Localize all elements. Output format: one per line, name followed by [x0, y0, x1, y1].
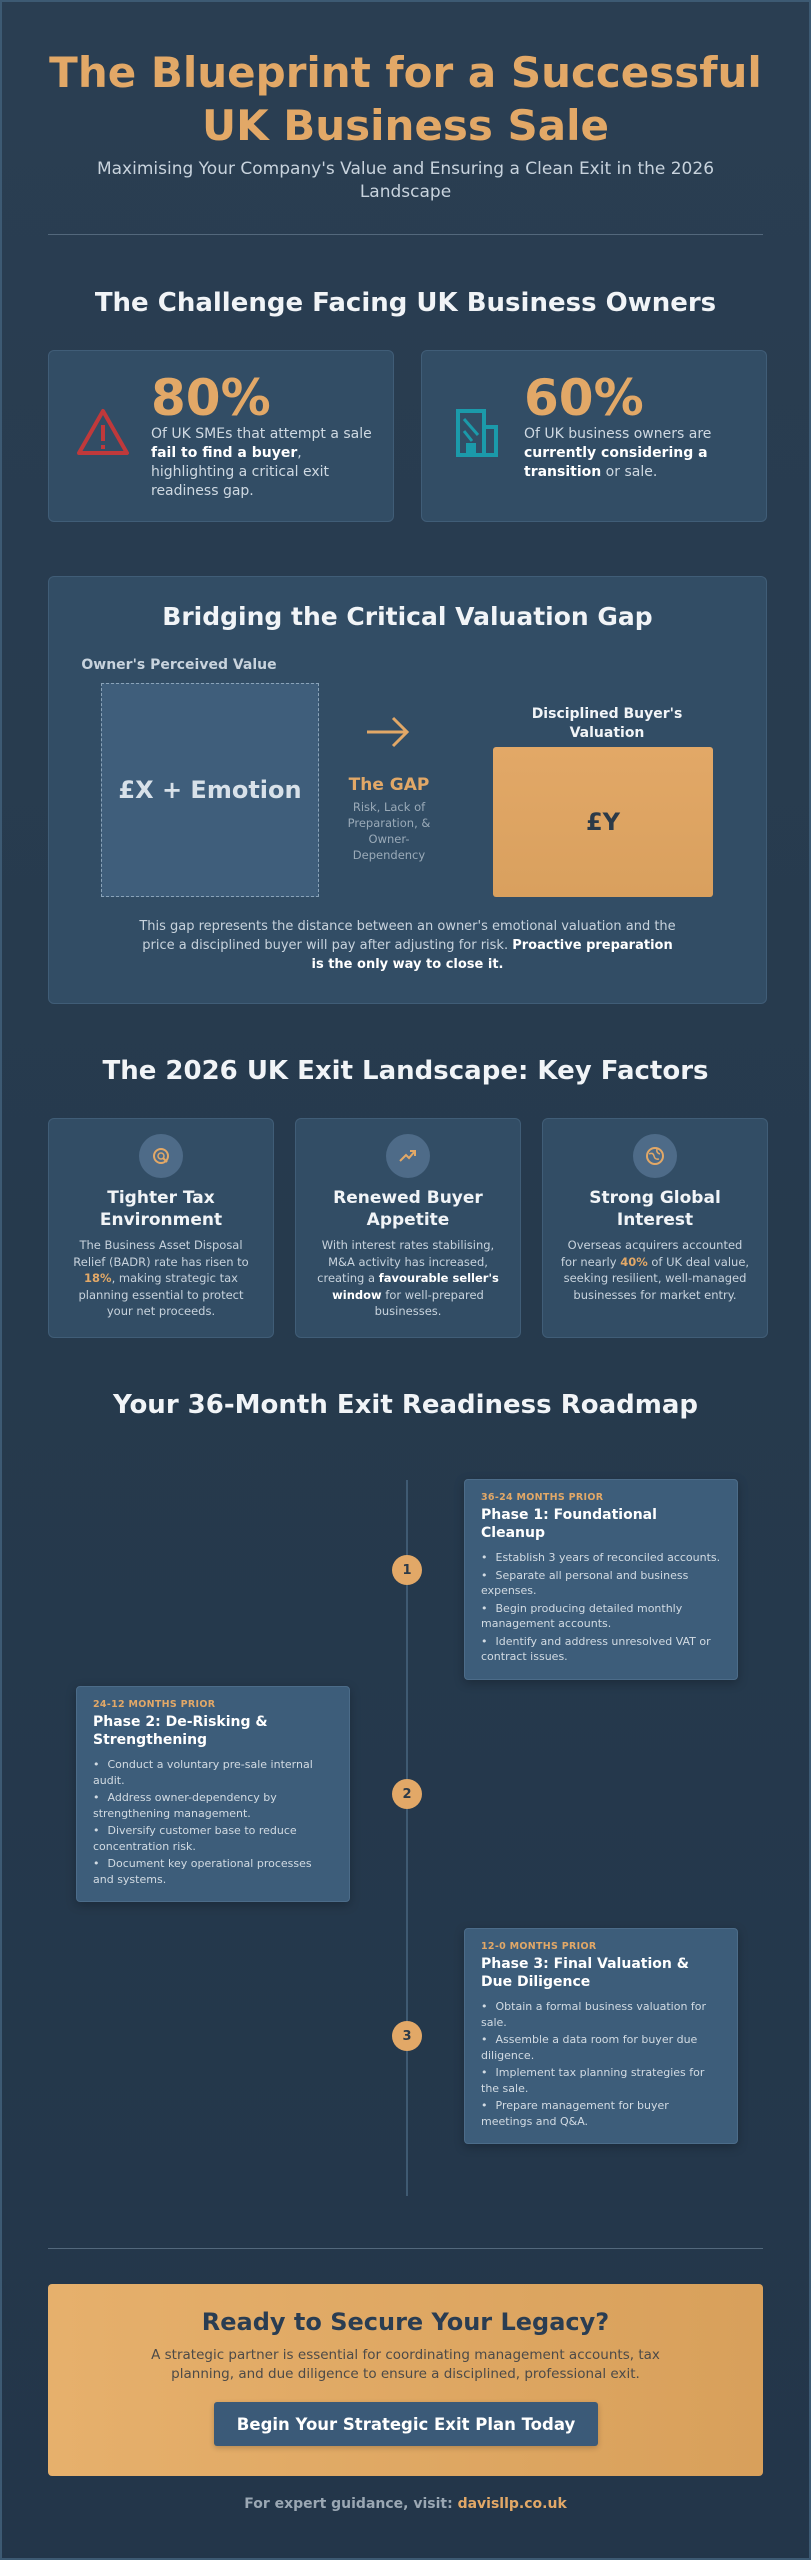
roadmap-title: Your 36-Month Exit Readiness Roadmap	[113, 1390, 698, 1420]
cta-banner	[48, 2284, 763, 2476]
stat-value: 80%	[151, 369, 271, 427]
footer: For expert guidance, visit: davisllp.co.uk	[244, 2496, 567, 2512]
owner-value-box: £X + Emotion	[101, 683, 319, 897]
factor-card-buyer	[295, 1118, 521, 1338]
phase-task: • Prepare management for buyer meetings and Q&A.	[481, 2098, 721, 2129]
divider	[48, 234, 763, 235]
gap-title: Bridging the Critical Valuation Gap	[162, 602, 653, 631]
landscape-title: The 2026 UK Exit Landscape: Key Factors	[102, 1056, 709, 1086]
phase-task: • Begin producing detailed monthly management accounts.	[481, 1601, 721, 1632]
divider	[48, 2248, 763, 2249]
warning-triangle-icon	[73, 403, 133, 463]
phase-timeframe: 12-0 MONTHS PRIOR	[481, 1941, 597, 1952]
phase-task: • Obtain a formal business valuation for sale.	[481, 1999, 721, 2030]
factor-title: Renewed Buyer Appetite	[333, 1188, 483, 1230]
factor-card-global	[542, 1118, 768, 1338]
phase-task: • Implement tax planning strategies for the sale.	[481, 2065, 721, 2096]
phase-task: • Establish 3 years of reconciled accounts.	[481, 1550, 721, 1566]
phase-tasks	[93, 1757, 333, 1887]
challenge-title: The Challenge Facing UK Business Owners	[94, 288, 717, 318]
page-title: The Blueprint for a Successful UK Business Sale	[49, 48, 762, 150]
phase-card-1	[464, 1479, 738, 1680]
page-subtitle: Maximising Your Company's Value and Ensuring a Clean Exit in the 2026 Landscape	[96, 159, 715, 202]
phase-title: Phase 2: De-Risking & Strengthening	[93, 1714, 268, 1748]
begin-exit-plan-button[interactable]: Begin Your Strategic Exit Plan Today	[214, 2402, 598, 2446]
stat-value: 60%	[524, 369, 644, 427]
search-coin-icon	[139, 1134, 183, 1178]
phase-task: • Document key operational processes and systems.	[93, 1856, 333, 1887]
phase-tasks	[481, 1999, 721, 2129]
factor-text: With interest rates stabilising, M&A activity has increased, creating a favourable seller's window for well-prepared businesses.	[317, 1238, 499, 1318]
phase-task: • Assemble a data room for buyer due diligence.	[481, 2032, 721, 2063]
phase-card-3	[464, 1928, 738, 2144]
building-icon	[446, 403, 506, 463]
phase-marker: 3	[392, 2021, 422, 2051]
phase-task: • Diversify customer base to reduce concentration risk.	[93, 1823, 333, 1854]
phase-task: • Identify and address unresolved VAT or contract issues.	[481, 1634, 721, 1665]
factor-card-tax	[48, 1118, 274, 1338]
phase-task: • Address owner-dependency by strengthening management.	[93, 1790, 333, 1821]
factor-text: The Business Asset Disposal Relief (BADR) rate has risen to 18%, making strategic tax planning essential to protect your net proceeds.	[73, 1238, 249, 1318]
valuation-gap-card	[48, 576, 767, 1004]
stat-card-80	[48, 350, 394, 522]
phase-marker: 1	[392, 1555, 422, 1585]
stat-description: Of UK SMEs that attempt a sale fail to find a buyer, highlighting a critical exit readiness gap.	[151, 426, 372, 499]
phase-marker: 2	[392, 1779, 422, 1809]
factor-text: Overseas acquirers accounted for nearly 40% of UK deal value, seeking resilient, well-managed businesses for market entry.	[560, 1238, 750, 1302]
gap-label: The GAP	[348, 775, 430, 795]
arrow-right-icon	[363, 707, 413, 757]
phase-task: • Separate all personal and business expenses.	[481, 1568, 721, 1599]
timeline-line	[406, 1480, 408, 2196]
cta-title: Ready to Secure Your Legacy?	[201, 2308, 610, 2336]
stat-card-60	[421, 350, 767, 522]
phase-title: Phase 3: Final Valuation & Due Diligence	[481, 1956, 689, 1990]
gap-note: This gap represents the distance between an owner's emotional valuation and the price a disciplined buyer will pay after adjusting for risk. Proactive preparation is the only way to close it.	[139, 919, 676, 972]
phase-tasks	[481, 1550, 721, 1665]
owner-value-label: Owner's Perceived Value	[81, 657, 277, 673]
phase-card-2	[76, 1686, 350, 1902]
phase-title: Phase 1: Foundational Cleanup	[481, 1507, 657, 1541]
factor-title: Tighter Tax Environment	[99, 1188, 223, 1230]
cta-text: A strategic partner is essential for coordinating management accounts, tax planning, and due diligence to ensure a disciplined, professional exit.	[151, 2347, 660, 2382]
phase-task: • Conduct a voluntary pre-sale internal audit.	[93, 1757, 333, 1788]
factor-title: Strong Global Interest	[589, 1188, 721, 1230]
buyer-value-label: Disciplined Buyer's Valuation	[531, 706, 683, 741]
globe-icon	[633, 1134, 677, 1178]
buyer-value-box: £Y	[493, 747, 713, 897]
gap-description: Risk, Lack of Preparation, & Owner-Dependency	[347, 800, 431, 862]
stat-description: Of UK business owners are currently considering a transition or sale.	[524, 426, 712, 480]
phase-timeframe: 24-12 MONTHS PRIOR	[93, 1699, 216, 1710]
trending-up-icon	[386, 1134, 430, 1178]
website-link[interactable]: davisllp.co.uk	[457, 2496, 567, 2512]
phase-timeframe: 36-24 MONTHS PRIOR	[481, 1492, 604, 1503]
